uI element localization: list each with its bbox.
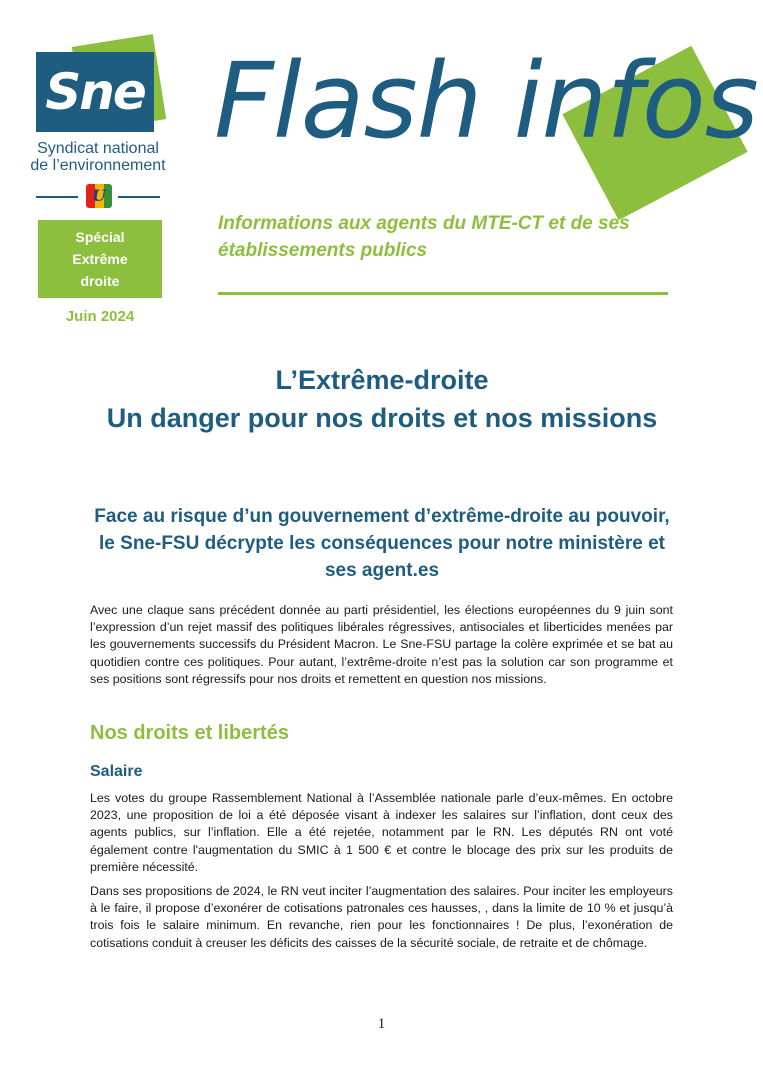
issue-date: Juin 2024 — [65, 308, 135, 325]
intro-paragraph: Avec une claque sans précédent donnée au parti présidentiel, les élections européennes du 9 juin sont l’expression d’un rejet massif des politiques libérales régressives, antisociales et liberticides menées par les gouvernements successifs du Président Macron. Le Sne-FSU partage la colère exprimée et se bat au quotidien contre ces politiques. Pour autant, l’extrême-droite n’est pas la solution car son programme et ses positions sont régressifs pour nos droits et remettent en question nos missions. — [90, 603, 673, 686]
special-line: droite — [80, 273, 120, 289]
newsletter-title: Flash infos — [214, 40, 758, 162]
divider — [36, 196, 78, 198]
article-lead: Face au risque d’un gouvernement d’extrême-droite au pouvoir, le Sne-FSU décrypte les conséquences pour notre ministère et ses agent.es — [94, 506, 670, 581]
divider — [118, 196, 160, 198]
header-divider — [218, 292, 668, 295]
special-line: Extrême — [72, 251, 128, 267]
newsletter-subtitle: Informations aux agents du MTE-CT et de ses établissements publics — [218, 213, 630, 261]
body-paragraph: Les votes du groupe Rassemblement National à l’Assemblée nationale parle d’eux-mêmes. En octobre 2023, une proposition de loi a été déposée visant à indexer les salaires sur l’inflation, dont ceux des agents publics, sur l’inflation. Elle a été rejetée, notamment par le RN. Les députés RN ont voté également contre l'augmentation du SMIC à 1 500 € et contre le blocage des prix sur les produits de première nécessité. — [90, 791, 673, 874]
sne-logo: Sne — [45, 63, 145, 121]
fsu-logo-icon — [86, 184, 112, 208]
special-edition-badge — [38, 220, 162, 298]
special-line: Spécial — [75, 229, 125, 245]
section-heading: Nos droits et libertés — [90, 722, 289, 744]
org-name: Syndicat national de l’environnement — [30, 140, 166, 174]
body-paragraph: Dans ses propositions de 2024, le RN veut inciter l’augmentation des salaires. Pour inciter les employeurs à le faire, il propose d’exonérer de cotisations patronales ces hausses, , dans la limite de 10 % et jusqu’à trois fois le salaire minimum. En revanche, rien pour les fonctionnaires ! De plus, l’exonération de cotisations conduit à creuser les déficits des caisses de la sécurité sociale, de retraite et de chômage. — [90, 884, 673, 950]
article-title-line2: Un danger pour nos droits et nos missions — [106, 403, 658, 433]
article-title-line1: L’Extrême-droite — [275, 365, 489, 395]
page-number: 1 — [377, 1016, 386, 1032]
union-badge-letter: U — [92, 186, 106, 205]
subsection-heading: Salaire — [90, 763, 143, 780]
article-title — [90, 361, 674, 437]
